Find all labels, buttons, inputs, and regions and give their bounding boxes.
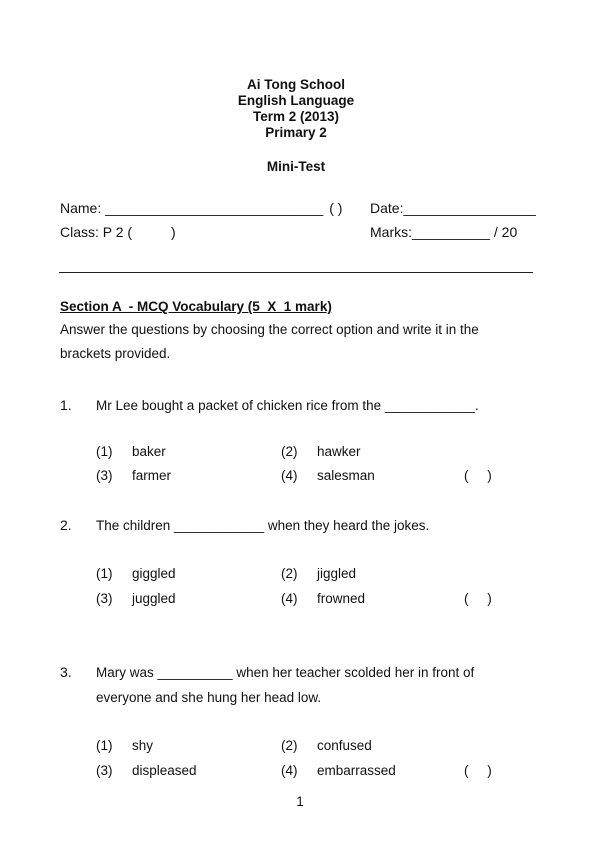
option-text: hawker — [317, 444, 361, 459]
option-text: confused — [317, 738, 372, 753]
document-header — [0, 77, 592, 141]
option-text: embarrassed — [317, 763, 396, 778]
subject-name: English Language — [237, 93, 355, 108]
question-text: The children ____________ when they heard the jokes. — [96, 518, 430, 533]
option-item[interactable] — [281, 468, 375, 483]
option-item[interactable] — [281, 763, 396, 778]
option-text: farmer — [132, 468, 172, 483]
option-number: (3) — [96, 468, 113, 483]
name-label: Name: — [60, 200, 102, 216]
option-number: (3) — [96, 591, 113, 606]
option-item[interactable] — [281, 738, 372, 753]
option-item[interactable] — [96, 591, 176, 606]
question-number: 2. — [60, 517, 72, 533]
school-name: Ai Tong School — [247, 77, 345, 92]
option-number: (1) — [96, 444, 113, 459]
class-field[interactable]: Class: P 2 ( ) — [60, 224, 176, 240]
marks-field — [370, 224, 517, 240]
option-number: (4) — [281, 763, 298, 778]
option-text: baker — [132, 444, 166, 459]
option-number: (2) — [281, 738, 298, 753]
marks-total: / 20 — [493, 224, 518, 240]
level-label: Primary 2 — [265, 125, 327, 140]
option-number: (1) — [96, 566, 113, 581]
scan-noise — [40, 652, 440, 654]
option-item[interactable] — [96, 763, 197, 778]
option-number: (2) — [281, 566, 298, 581]
option-number: (4) — [281, 468, 298, 483]
option-item[interactable] — [96, 738, 153, 753]
option-item[interactable] — [281, 591, 365, 606]
test-name: Mini-Test — [266, 159, 326, 174]
question-text: Mary was __________ when her teacher scolded her in front of everyone and she hung her head low. — [96, 665, 475, 705]
name-field — [60, 200, 342, 216]
option-text: juggled — [132, 591, 176, 606]
name-blank[interactable]: ____________________________ — [105, 200, 324, 216]
option-text: salesman — [317, 468, 375, 483]
option-text: frowned — [317, 591, 366, 606]
option-item[interactable] — [96, 444, 166, 459]
question-text: Mr Lee bought a packet of chicken rice from the ____________. — [96, 398, 479, 413]
term-label: Term 2 (2013) — [252, 109, 340, 124]
divider-line — [59, 272, 533, 273]
option-number: (3) — [96, 763, 113, 778]
option-number: (2) — [281, 444, 298, 459]
option-text: shy — [132, 738, 154, 753]
answer-bracket[interactable]: ( ) — [464, 591, 492, 606]
date-field — [370, 200, 536, 216]
section-instructions: Answer the questions by choosing the correct option and write it in the brackets provided. — [60, 322, 479, 361]
question-number: 1. — [60, 397, 72, 413]
option-text: giggled — [132, 566, 176, 581]
option-item[interactable] — [96, 468, 171, 483]
option-item[interactable] — [281, 444, 361, 459]
section-title: Section A - MCQ Vocabulary (5 X 1 mark) — [60, 299, 332, 314]
answer-bracket[interactable]: ( ) — [464, 468, 492, 483]
option-number: (4) — [281, 591, 298, 606]
option-text: jiggled — [317, 566, 357, 581]
answer-bracket[interactable]: ( ) — [464, 763, 492, 778]
name-index-paren[interactable]: ( ) — [329, 200, 343, 216]
date-label: Date: — [370, 200, 404, 216]
question-number: 3. — [60, 664, 72, 680]
option-item[interactable] — [96, 566, 176, 581]
option-item[interactable] — [281, 566, 356, 581]
marks-blank[interactable]: __________ — [412, 224, 490, 240]
page-number: 1 — [296, 794, 304, 809]
option-number: (1) — [96, 738, 113, 753]
marks-label: Marks: — [370, 224, 412, 240]
option-text: displeased — [132, 763, 197, 778]
date-blank[interactable]: _________________ — [403, 200, 536, 216]
